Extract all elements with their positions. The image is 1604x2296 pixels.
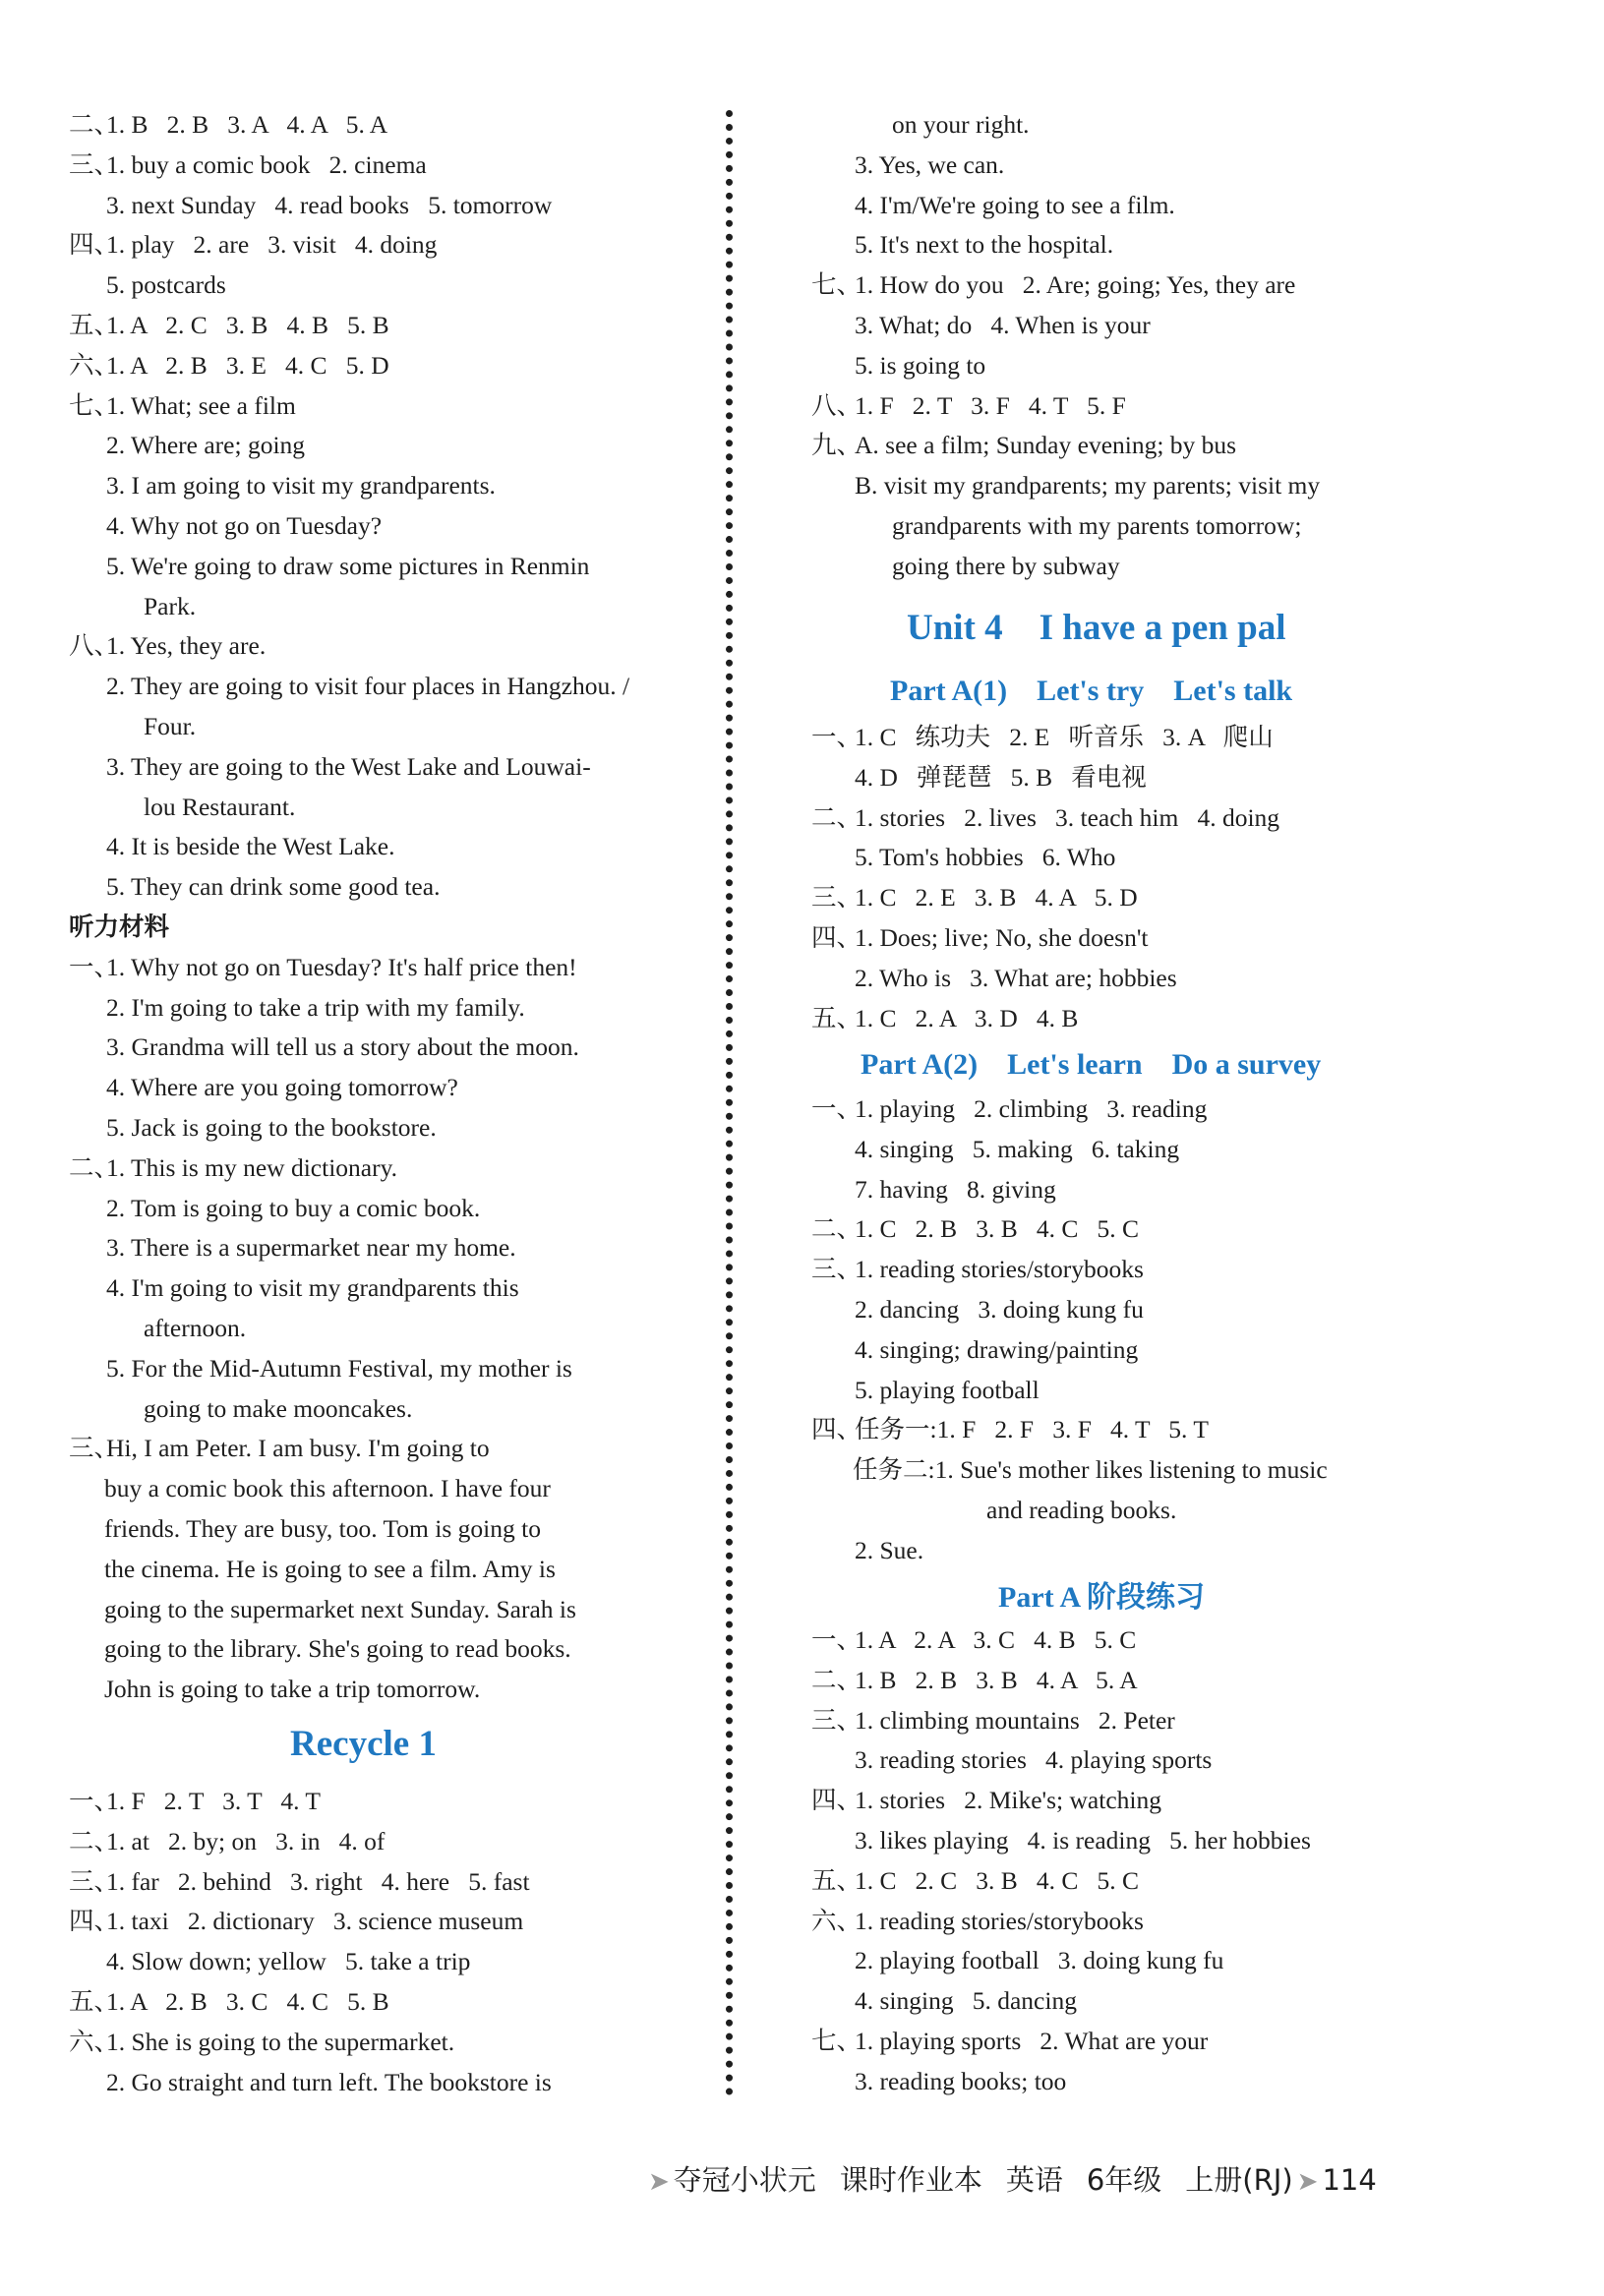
answer-text: 3. likes playing 4. is reading 5. her hobbies <box>855 1826 1311 1854</box>
answer-line <box>811 270 1295 300</box>
answer-text: 1. far 2. behind 3. right 4. here 5. fast <box>106 1866 530 1896</box>
question-number: 四、 <box>811 1786 862 1815</box>
page-number: 114 <box>1322 2163 1377 2197</box>
question-number: 四、 <box>811 923 862 952</box>
answer-text: 任务二:1. Sue's mother likes listening to music <box>853 1455 1328 1485</box>
question-number: 听力材料 <box>69 913 170 941</box>
answer-line <box>855 1135 1179 1164</box>
answer-line <box>69 391 296 421</box>
answer-line <box>855 1376 1040 1405</box>
answer-text: 5. It's next to the hospital. <box>855 230 1114 260</box>
question-number: 二、 <box>69 110 120 139</box>
question-number: 二、 <box>811 802 862 832</box>
answer-text: 1. taxi 2. dictionary 3. science museum <box>106 1907 524 1936</box>
answer-line <box>144 793 295 822</box>
question-number: 三、 <box>811 1705 862 1735</box>
answer-text: 1. C 练功夫 2. E 听音乐 3. A 爬山 <box>855 723 1274 751</box>
answer-line <box>106 872 440 902</box>
answer-line <box>69 953 577 982</box>
answer-text: 1. A 2. B 3. E 4. C 5. D <box>106 350 389 380</box>
part-heading: Part A 阶段练习 <box>998 1581 1205 1614</box>
question-number: 七、 <box>811 270 862 300</box>
answer-text: grandparents with my parents tomorrow; <box>892 511 1302 540</box>
answer-text: 3. reading stories 4. playing sports <box>855 1745 1213 1775</box>
answer-line <box>106 471 496 500</box>
answer-line <box>104 1634 571 1664</box>
answer-text: 1. How do you 2. Are; going; Yes, they are <box>855 270 1296 300</box>
footer-brand: 夺冠小状元 <box>673 2163 816 2197</box>
answer-text: 2. Who is 3. What are; hobbies <box>855 963 1177 992</box>
answer-line <box>855 1175 1056 1205</box>
footer-grade: 6年级 <box>1086 2163 1162 2197</box>
answer-line <box>106 511 382 541</box>
question-number: 七、 <box>69 390 120 420</box>
answer-line <box>104 1474 551 1503</box>
question-number: 一、 <box>811 723 862 751</box>
answer-text: 3. Grandma will tell us a story about the moon. <box>106 1032 579 1062</box>
answer-line <box>811 2027 1208 2056</box>
answer-text: 1. What; see a film <box>106 390 296 420</box>
answer-text: 1. She is going to the supermarket. <box>106 2027 455 2056</box>
answer-line <box>811 1625 1136 1655</box>
answer-line <box>69 1153 397 1183</box>
answer-text: 3. What; do 4. When is your <box>855 311 1151 339</box>
answer-text: lou Restaurant. <box>144 792 296 821</box>
question-number: 一、 <box>811 1625 862 1654</box>
question-number: 八、 <box>811 390 862 420</box>
answer-text: on your right. <box>892 110 1030 139</box>
answer-line <box>811 1004 1078 1033</box>
answer-text: 1. Why not go on Tuesday? It's half price then! <box>106 952 577 981</box>
answer-text: 5. postcards <box>106 270 226 300</box>
answer-text: 1. playing sports 2. What are your <box>855 2027 1209 2055</box>
answer-text: 1. C 2. E 3. B 4. A 5. D <box>855 883 1138 913</box>
answer-line <box>69 150 427 180</box>
question-number: 五、 <box>69 311 120 339</box>
answer-line <box>892 511 1301 541</box>
answer-line <box>811 391 1126 421</box>
answer-text: 1. reading stories/storybooks <box>855 1906 1144 1935</box>
answer-line <box>69 351 389 381</box>
answer-text: 1. stories 2. Mike's; watching <box>855 1786 1161 1815</box>
answer-line <box>855 150 1004 180</box>
answer-line <box>69 913 169 942</box>
unit-heading: Unit 4 I have a pen pal <box>907 608 1286 648</box>
answer-line <box>106 832 395 861</box>
answer-text: 1. C 2. A 3. D 4. B <box>855 1003 1079 1032</box>
answer-line <box>106 1354 572 1383</box>
answer-line <box>811 1907 1144 1936</box>
answer-text: 1. C 2. C 3. B 4. C 5. C <box>855 1865 1140 1895</box>
question-number: 四、 <box>69 1907 120 1936</box>
answer-text: 5. is going to <box>855 350 986 380</box>
answer-line <box>855 1826 1311 1855</box>
answer-text: 1. B 2. B 3. B 4. A 5. A <box>855 1665 1138 1694</box>
question-number: 三、 <box>811 1255 862 1284</box>
answer-text: 1. reading stories/storybooks <box>855 1255 1144 1284</box>
answer-text: 3. There is a supermarket near my home. <box>106 1233 516 1263</box>
arrow-icon: ➤ <box>1296 2167 1319 2197</box>
question-number: 一、 <box>69 1787 120 1815</box>
answer-text: buy a comic book this afternoon. I have four <box>104 1474 551 1503</box>
answer-text: 1. A 2. C 3. B 4. B 5. B <box>106 311 389 339</box>
answer-text: and reading books. <box>986 1496 1177 1524</box>
answer-line <box>811 723 1274 752</box>
answer-line <box>106 993 525 1023</box>
answer-line <box>106 431 305 460</box>
answer-line <box>855 964 1177 993</box>
answer-line <box>855 1986 1077 2016</box>
answer-line <box>104 1514 541 1544</box>
answer-line <box>106 191 552 220</box>
answer-line <box>855 311 1151 340</box>
answer-line <box>855 351 985 381</box>
column-divider <box>726 110 733 2096</box>
answer-line <box>855 191 1175 220</box>
answer-line <box>69 1827 385 1856</box>
answer-line <box>69 311 389 340</box>
answer-text: the cinema. He is going to see a film. Amy is <box>104 1554 556 1583</box>
answer-line <box>106 1233 516 1263</box>
question-number: 四、 <box>811 1415 862 1444</box>
answer-line <box>106 270 226 300</box>
answer-text: going to the library. She's going to read books. <box>104 1634 571 1664</box>
answer-text: 1. Does; live; No, she doesn't <box>855 923 1149 952</box>
answer-text: 5. Tom's hobbies 6. Who <box>855 843 1116 872</box>
answer-text: 5. Jack is going to the bookstore. <box>106 1113 437 1142</box>
answer-line <box>106 1073 458 1102</box>
part-heading: Part A(1) Let's try Let's talk <box>890 675 1293 707</box>
answer-text: 5. They can drink some good tea. <box>106 872 441 902</box>
answer-text: 2. They are going to visit four places in Hangzhou. / <box>106 672 630 701</box>
question-number: 二、 <box>69 1152 120 1182</box>
question-number: 三、 <box>811 883 862 913</box>
answer-text: 4. Slow down; yellow 5. take a trip <box>106 1947 471 1976</box>
question-number: 七、 <box>811 2027 862 2055</box>
answer-line <box>811 1866 1139 1896</box>
answer-text: 1. F 2. T 3. T 4. T <box>106 1787 321 1815</box>
answer-text: 1. Yes, they are. <box>106 631 267 661</box>
answer-text: friends. They are busy, too. Tom is going to <box>104 1514 541 1543</box>
answer-text: 1. climbing mountains 2. Peter <box>855 1705 1175 1735</box>
answer-line <box>855 230 1113 260</box>
answer-text: B. visit my grandparents; my parents; visit my <box>855 471 1321 500</box>
question-number: 三、 <box>69 1434 120 1463</box>
answer-line <box>106 1032 579 1062</box>
answer-text: John is going to take a trip tomorrow. <box>104 1675 481 1704</box>
answer-text: 2. dancing 3. doing kung fu <box>855 1295 1144 1324</box>
answer-line <box>892 552 1120 581</box>
answer-text: Hi, I am Peter. I am busy. I'm going to <box>106 1434 490 1463</box>
answer-text: 1. play 2. are 3. visit 4. doing <box>106 230 438 260</box>
answer-text: 1. A 2. A 3. C 4. B 5. C <box>855 1625 1137 1654</box>
answer-text: 7. having 8. giving <box>855 1174 1056 1204</box>
answer-text: 1. B 2. B 3. A 4. A 5. A <box>106 110 388 139</box>
answer-line <box>144 1394 412 1424</box>
question-number: 五、 <box>811 1003 862 1032</box>
answer-text: 任务一:1. F 2. F 3. F 4. T 5. T <box>855 1415 1209 1444</box>
answer-text: 1. at 2. by; on 3. in 4. of <box>106 1826 386 1855</box>
answer-line <box>855 2067 1066 2096</box>
answer-text: 4. D 弹琵琶 5. B 看电视 <box>855 762 1147 792</box>
answer-text: 1. buy a comic book 2. cinema <box>106 149 427 179</box>
answer-text: Four. <box>144 712 197 740</box>
answer-text: 2. Tom is going to buy a comic book. <box>106 1193 481 1222</box>
answer-line <box>811 1255 1144 1284</box>
question-number: 五、 <box>811 1865 862 1895</box>
answer-line <box>104 1675 480 1704</box>
question-number: 六、 <box>69 2027 120 2056</box>
answer-text: going there by subway <box>892 551 1120 580</box>
answer-line <box>986 1496 1176 1525</box>
answer-line <box>811 883 1138 913</box>
answer-text: A. see a film; Sunday evening; by bus <box>855 431 1237 460</box>
answer-text: 5. We're going to draw some pictures in Renmin <box>106 551 590 580</box>
answer-line <box>104 1555 556 1584</box>
answer-line <box>855 1335 1138 1365</box>
footer-book: 课时作业本 <box>839 2163 982 2197</box>
answer-line <box>106 752 591 782</box>
answer-line <box>855 1745 1212 1775</box>
answer-line <box>811 1415 1209 1444</box>
answer-text: 3. Yes, we can. <box>855 149 1005 179</box>
answer-text: 4. singing; drawing/painting <box>855 1334 1139 1364</box>
footer-volume: 上册(RJ) <box>1185 2163 1293 2197</box>
question-number: 六、 <box>811 1906 862 1935</box>
footer-subject: 英语 <box>1005 2163 1063 2197</box>
answer-text: going to make mooncakes. <box>144 1393 413 1423</box>
question-number: 三、 <box>69 149 120 179</box>
answer-line <box>811 1094 1207 1124</box>
answer-text: 4. I'm/We're going to see a film. <box>855 190 1175 219</box>
answer-line <box>855 843 1115 872</box>
answer-text: afternoon. <box>144 1314 247 1342</box>
page-footer <box>644 2158 1377 2199</box>
answer-text: 1. stories 2. lives 3. teach him 4. doing <box>855 802 1280 832</box>
answer-line <box>855 1536 923 1565</box>
answer-text: 1. F 2. T 3. F 4. T 5. F <box>855 390 1126 420</box>
answer-text: 2. Where are; going <box>106 431 306 460</box>
answer-text: going to the supermarket next Sunday. Sarah is <box>104 1594 576 1623</box>
answer-text: 3. reading books; too <box>855 2066 1067 2095</box>
answer-line <box>69 1907 523 1936</box>
answer-line <box>811 1666 1138 1695</box>
answer-text: 4. I'm going to visit my grandparents this <box>106 1273 519 1303</box>
answer-text: 4. It is beside the West Lake. <box>106 832 395 861</box>
answer-line <box>69 110 387 140</box>
answer-line <box>69 631 266 661</box>
answer-text: 4. singing 5. making 6. taking <box>855 1134 1180 1163</box>
answer-line <box>855 1946 1223 1975</box>
answer-line <box>69 230 437 260</box>
question-number: 六、 <box>69 350 120 380</box>
answer-line <box>892 110 1030 140</box>
question-number: 二、 <box>811 1665 862 1694</box>
question-number: 三、 <box>69 1866 120 1896</box>
answer-line <box>144 592 196 621</box>
answer-line <box>811 1214 1139 1244</box>
question-number: 二、 <box>811 1214 862 1244</box>
answer-line <box>106 1113 437 1143</box>
answer-line <box>106 1947 470 1976</box>
answer-line <box>144 1314 246 1343</box>
arrow-icon: ➤ <box>648 2167 670 2197</box>
answer-text: 2. playing football 3. doing kung fu <box>855 1946 1224 1975</box>
answer-text: 2. Go straight and turn left. The bookstore is <box>106 2067 552 2096</box>
answer-line <box>811 431 1236 460</box>
answer-line <box>69 1987 389 2017</box>
answer-line <box>106 672 629 701</box>
answer-text: 1. playing 2. climbing 3. reading <box>855 1094 1208 1123</box>
answer-text: 4. Where are you going tomorrow? <box>106 1073 458 1102</box>
answer-text: 4. singing 5. dancing <box>855 1986 1077 2016</box>
answer-text: 1. C 2. B 3. B 4. C 5. C <box>855 1214 1140 1244</box>
answer-line <box>811 923 1149 953</box>
answer-line <box>104 1595 576 1624</box>
answer-line <box>69 1787 321 1816</box>
question-number: 五、 <box>69 1987 120 2016</box>
answer-line <box>811 1706 1175 1736</box>
answer-line <box>853 1455 1328 1485</box>
answer-text: 3. They are going to the West Lake and Louwai- <box>106 751 591 781</box>
answer-line <box>855 471 1320 500</box>
answer-text: 5. For the Mid-Autumn Festival, my mother is <box>106 1353 572 1383</box>
answer-line <box>855 763 1147 793</box>
answer-line <box>106 1194 480 1223</box>
answer-line <box>106 1273 519 1303</box>
question-number: 四、 <box>69 230 120 260</box>
answer-line <box>855 1295 1144 1325</box>
question-number: 二、 <box>69 1826 120 1855</box>
answer-text: 3. next Sunday 4. read books 5. tomorrow <box>106 190 553 219</box>
answer-line <box>106 552 589 581</box>
question-number: 九、 <box>811 431 862 460</box>
answer-text: 2. I'm going to take a trip with my family. <box>106 992 525 1022</box>
answer-text: 2. Sue. <box>855 1535 924 1564</box>
answer-line <box>69 2028 454 2057</box>
section-heading: Recycle 1 <box>290 1724 437 1764</box>
answer-line <box>69 1434 490 1463</box>
answer-text: 5. playing football <box>855 1375 1040 1404</box>
answer-line <box>69 1867 530 1897</box>
answer-line <box>144 712 196 741</box>
question-number: 八、 <box>69 631 120 661</box>
answer-line <box>106 2068 552 2097</box>
answer-line <box>811 803 1279 833</box>
answer-text: 3. I am going to visit my grandparents. <box>106 471 496 500</box>
answer-text: 1. A 2. B 3. C 4. C 5. B <box>106 1987 389 2016</box>
answer-text: 1. This is my new dictionary. <box>106 1152 398 1182</box>
question-number: 一、 <box>69 952 120 981</box>
answer-line <box>811 1786 1161 1815</box>
answer-text: 4. Why not go on Tuesday? <box>106 511 383 540</box>
answer-text: Park. <box>144 591 197 620</box>
question-number: 一、 <box>811 1094 862 1123</box>
part-heading: Part A(2) Let's learn Do a survey <box>861 1048 1322 1081</box>
